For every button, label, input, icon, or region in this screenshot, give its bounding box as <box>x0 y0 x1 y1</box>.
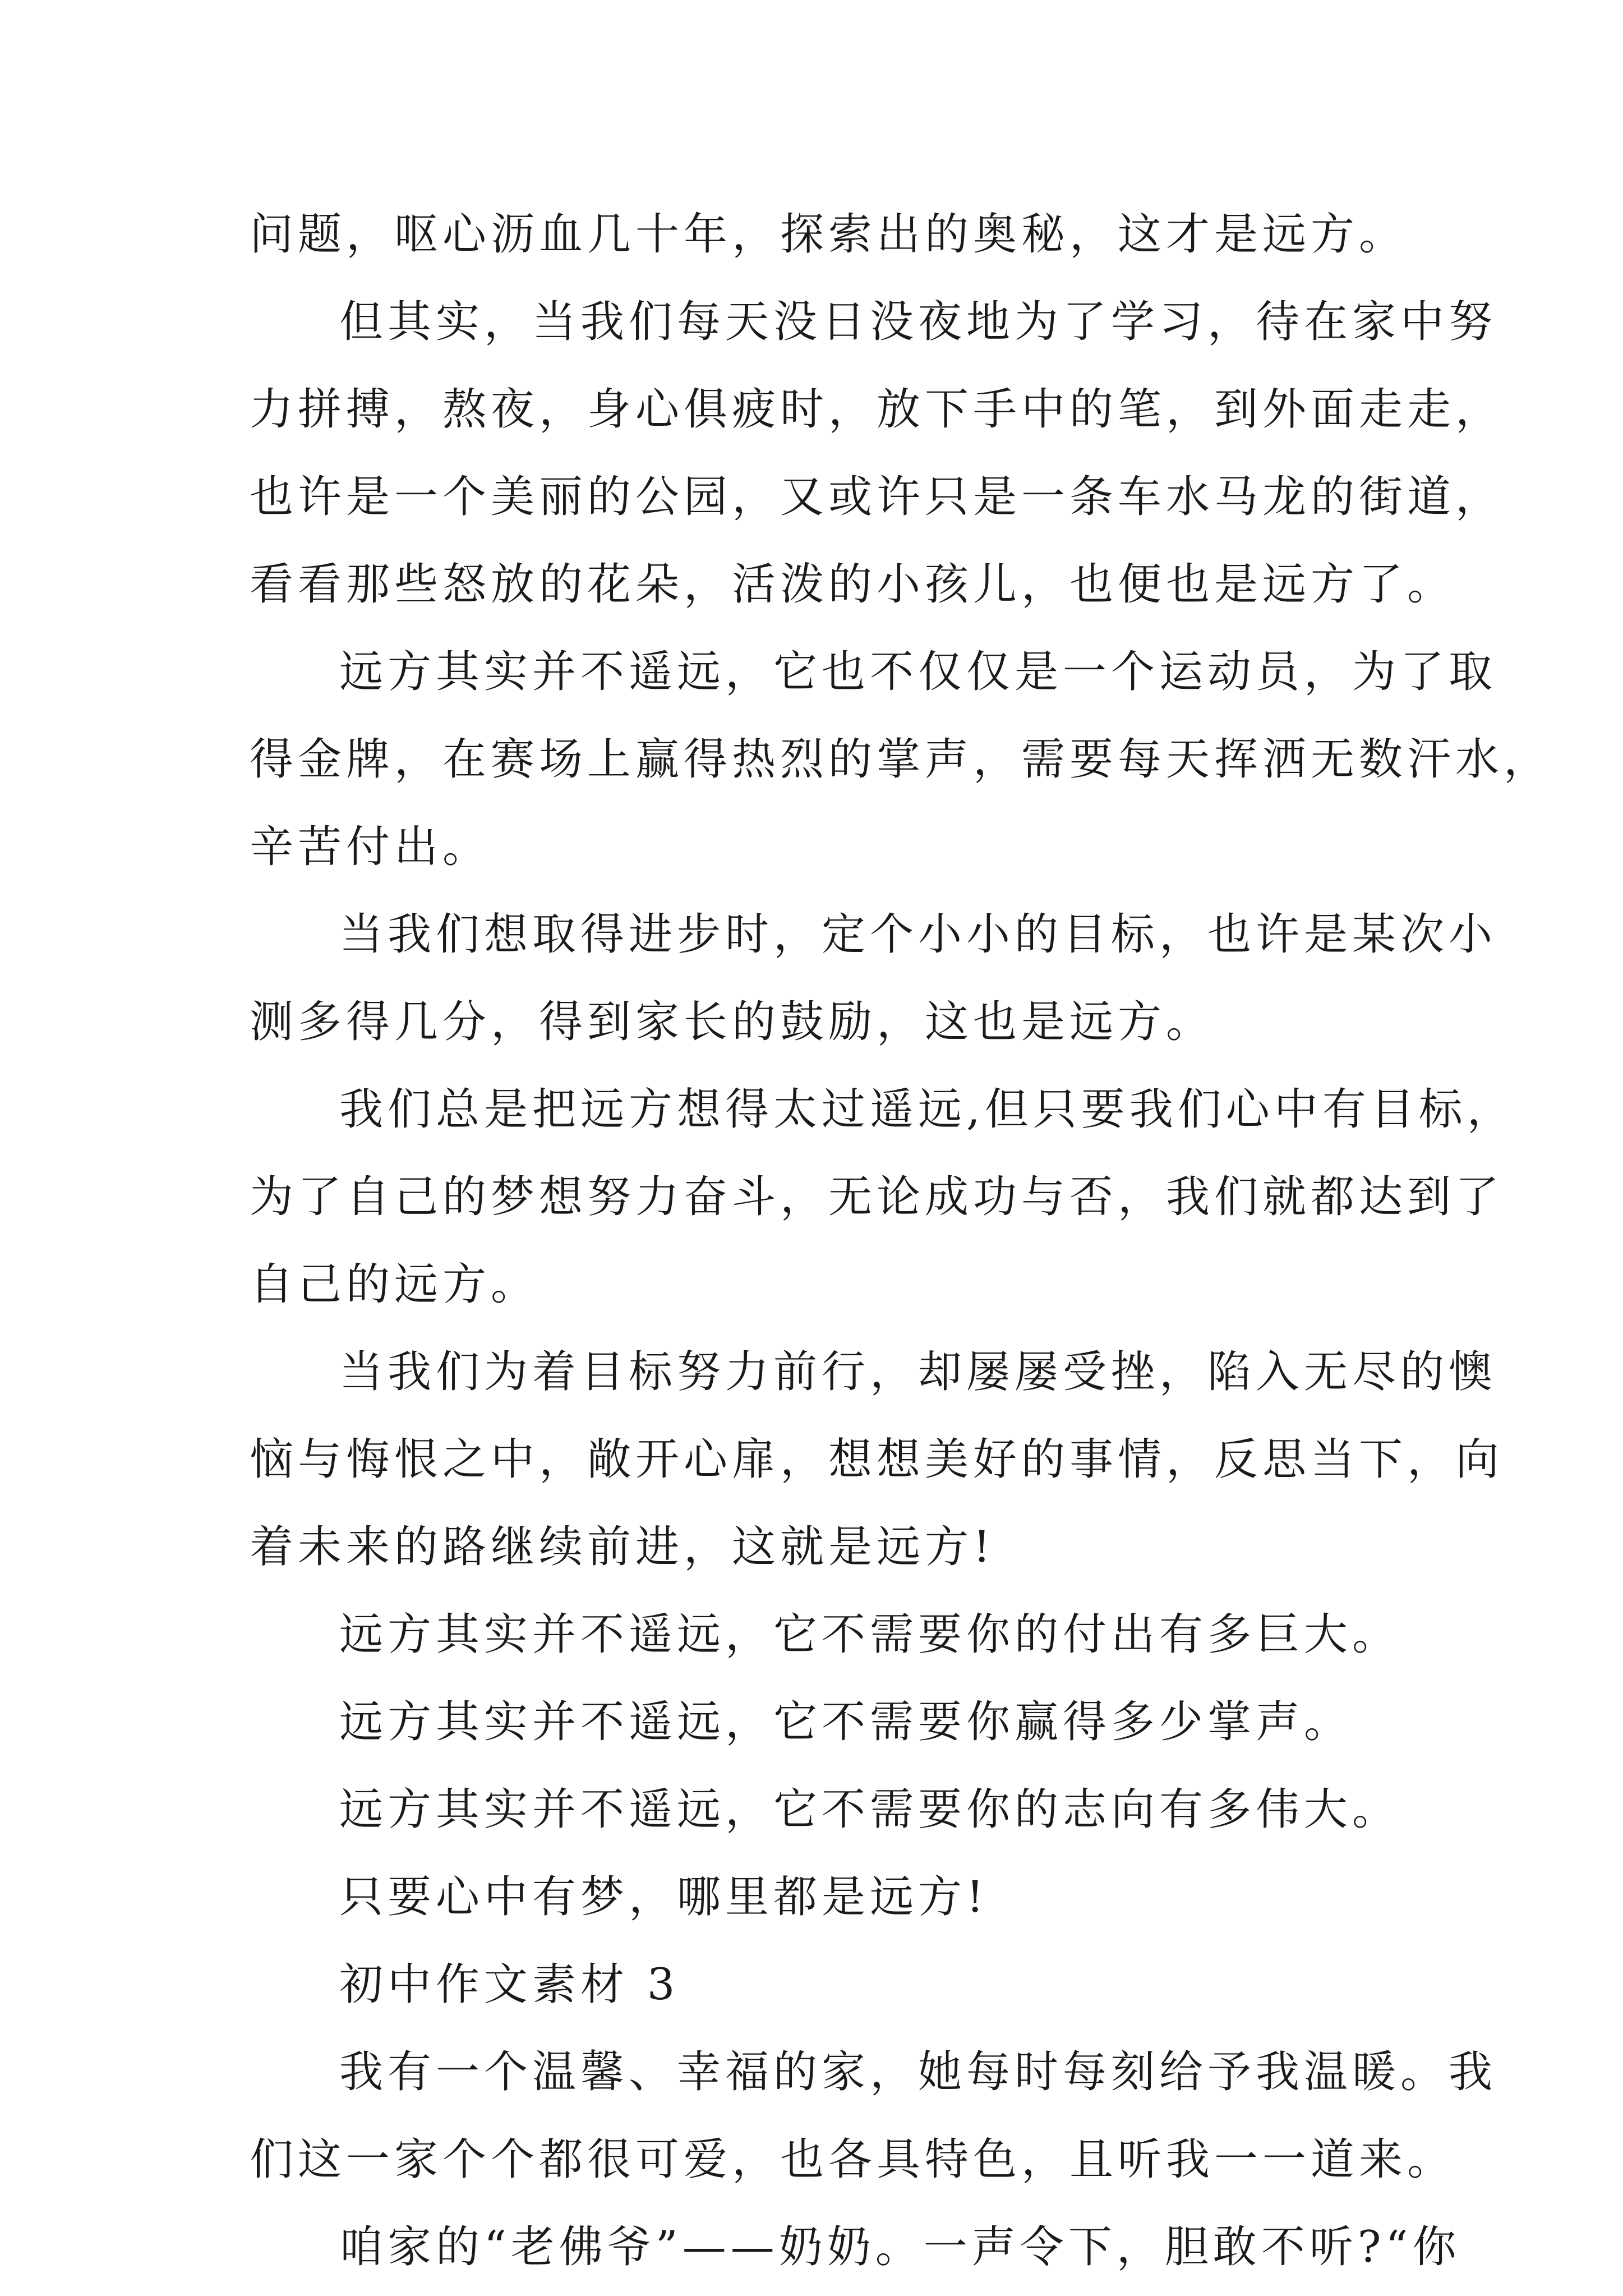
text-line: 着未来的路继续前进，这就是远方! <box>250 1522 995 1572</box>
text-line: 我们总是把远方想得太过遥远,但只要我们心中有目标， <box>339 1084 1515 1135</box>
text-line: 辛苦付出。 <box>250 822 491 872</box>
text-line: 看看那些怒放的花朵，活泼的小孩儿，也便也是远方了。 <box>250 559 1456 610</box>
text-line: 远方其实并不遥远，它不需要你赢得多少掌声。 <box>339 1697 1353 1747</box>
text-line: 问题，呕心沥血几十年，探索出的奥秘，这才是远方。 <box>250 209 1408 260</box>
text-line: 们这一家个个都很可爱，也各具特色，且听我一一道来。 <box>250 2134 1456 2185</box>
text-line: 测多得几分，得到家长的鼓励，这也是远方。 <box>250 997 1215 1047</box>
text-line: 恼与悔恨之中，敞开心扉，想想美好的事情，反思当下，向 <box>250 1434 1504 1485</box>
text-line: 力拼搏，熬夜，身心俱疲时，放下手中的笔，到外面走走， <box>250 384 1504 435</box>
text-line: 为了自己的梦想努力奋斗，无论成功与否，我们就都达到了 <box>250 1172 1504 1222</box>
text-line: 当我们想取得进步时，定个小小的目标，也许是某次小 <box>339 909 1497 960</box>
text-line: 远方其实并不遥远，它不需要你的志向有多伟大。 <box>339 1784 1401 1835</box>
text-line: 自己的远方。 <box>250 1259 540 1310</box>
text-line: 当我们为着目标努力前行，却屡屡受挫，陷入无尽的懊 <box>339 1347 1497 1397</box>
text-line: 远方其实并不遥远，它也不仅仅是一个运动员，为了取 <box>339 647 1497 697</box>
text-line: 远方其实并不遥远，它不需要你的付出有多巨大。 <box>339 1609 1401 1660</box>
body-text <box>250 191 1552 2291</box>
text-line: 但其实，当我们每天没日没夜地为了学习，待在家中努 <box>339 297 1497 347</box>
text-line: 得金牌，在赛场上赢得热烈的掌声，需要每天挥洒无数汗水， <box>250 734 1552 785</box>
text-line: 也许是一个美丽的公园，又或许只是一条车水马龙的街道， <box>250 472 1504 522</box>
text-line: 我有一个温馨、幸福的家，她每时每刻给予我温暖。我 <box>339 2047 1497 2097</box>
text-line: 咱家的“老佛爷”——奶奶。一声令下，胆敢不听?“你 <box>339 2222 1461 2272</box>
text-line: 只要心中有梦，哪里都是远方! <box>339 1872 989 1922</box>
text-line: 初中作文素材 3 <box>339 1959 680 2010</box>
